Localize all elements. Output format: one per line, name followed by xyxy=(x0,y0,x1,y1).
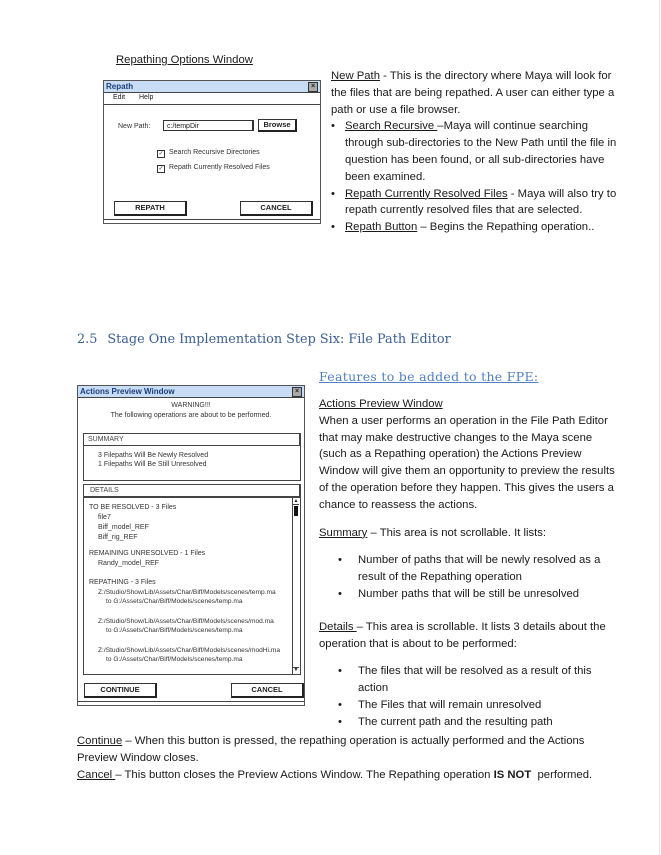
repath-to: to G:/Assets/Char/Biff/Models/scenes/temp.ma xyxy=(106,656,243,663)
cancel-tail: performed. xyxy=(531,768,593,781)
list-item xyxy=(331,186,621,220)
apw-text: When a user performs an operation in the File Path Editor that may make destructive changes to the Maya scene (such as a Repathing operation) the Actions Preview Window will give them an opportunity to preview the results of the operation before they happen. This gives the users a chance to reassess the actions. xyxy=(319,414,615,511)
menu-help[interactable]: Help xyxy=(139,94,154,101)
repath-from: Z:/Studio/Show/Lib/Assets/Char/Biff/Models/scenes/temp.ma xyxy=(98,589,276,596)
new-path-input[interactable]: c:/tempDir xyxy=(163,120,254,131)
menu-edit[interactable]: Edit xyxy=(113,94,126,101)
summary-description xyxy=(319,525,619,542)
bullet-text: – Begins the Repathing operation.. xyxy=(417,221,595,234)
repath-resolved-checkbox[interactable] xyxy=(157,164,270,173)
repathing-header: REPATHING - 3 Files xyxy=(89,579,156,586)
repath-caption: Repathing Options Window xyxy=(116,54,253,66)
window-bottom-rule xyxy=(78,701,304,702)
continue-text: – When this button is pressed, the repathing operation is actually performed and the Actions Preview Window closes. xyxy=(77,735,585,764)
details-text: – This area is scrollable. It lists 3 details about the operation that is about to be performed: xyxy=(319,620,606,650)
repath-window xyxy=(103,80,321,224)
preview-description xyxy=(319,396,619,731)
repath-from: Z:/Studio/Show/Lib/Assets/Char/Biff/Models/scenes/mod.ma xyxy=(98,618,274,625)
details-description xyxy=(319,619,619,653)
new-path-text: - This is the directory where Maya will look for the files that are being repathed. A user can either type a path or use a file browser. xyxy=(331,70,615,116)
bullet-term: Repath Currently Resolved Files xyxy=(345,187,508,200)
resolved-file: file7 xyxy=(98,514,111,521)
cancel-text: – This button closes the Preview Actions Window. The Repathing operation xyxy=(115,768,494,781)
resolved-file: Biff_model_REF xyxy=(98,524,149,531)
unresolved-file: Randy_model_REF xyxy=(98,560,160,567)
repath-button[interactable]: REPATH xyxy=(114,201,187,216)
repath-menubar xyxy=(104,92,320,105)
features-heading: Features to be added to the FPE: xyxy=(319,369,539,384)
list-item: • Number paths that will be still be unresolved xyxy=(319,586,619,603)
summary-line: 1 Filepaths Will Be Still Unresolved xyxy=(98,461,207,468)
actions-preview-window xyxy=(77,385,305,706)
bullet-text: –Maya will continue searching through sub-directories to the New Path until the file in question has been found, or all sub-directories have been examined. xyxy=(345,120,617,183)
search-recursive-checkbox[interactable] xyxy=(157,149,260,158)
summary-panel xyxy=(83,445,301,481)
to-be-resolved-header: TO BE RESOLVED - 3 Files xyxy=(89,504,177,511)
summary-term: Summary xyxy=(319,526,368,539)
warning-subtext: The following operations are about to be performed. xyxy=(110,412,272,419)
list-item xyxy=(331,219,621,236)
list-item: • Number of paths that will be newly resolved as a result of the Repathing operation xyxy=(319,552,619,586)
new-path-label: New Path: xyxy=(118,123,151,130)
details-label: DETAILS xyxy=(90,487,119,494)
preview-window-title: Actions Preview Window xyxy=(80,387,175,396)
scroll-up-arrow-icon[interactable]: ▲ xyxy=(293,498,299,504)
list-item: • The files that will be resolved as a result of this action xyxy=(319,663,619,697)
resolved-file: Biff_rig_REF xyxy=(98,534,138,541)
list-item: • The current path and the resulting path xyxy=(319,714,619,731)
summary-list xyxy=(319,552,619,602)
preview-cancel-button[interactable]: CANCEL xyxy=(231,683,304,698)
cancel-emphasis: IS NOT xyxy=(493,768,532,781)
summary-label: SUMMARY xyxy=(88,436,124,443)
repath-from: Z:/Studio/Show/Lib/Assets/Char/Biff/Models/scenes/modHi.ma xyxy=(98,647,281,654)
bullet-text: - Maya will also try to repath currently resolved files that are selected. xyxy=(345,187,617,217)
repath-description xyxy=(331,68,621,236)
repath-window-title: Repath xyxy=(106,82,134,91)
repath-to: to G:/Assets/Char/Biff/Models/scenes/temp.ma xyxy=(106,598,243,605)
details-header xyxy=(83,484,301,497)
new-path-description xyxy=(331,68,621,118)
cancel-description xyxy=(77,767,627,784)
page-edge xyxy=(659,0,660,855)
scroll-down-arrow-icon[interactable]: ▼ xyxy=(293,667,299,673)
checkbox-checked-icon: ✓ xyxy=(158,166,164,172)
close-icon[interactable]: × xyxy=(292,387,302,397)
section-heading xyxy=(77,332,451,347)
summary-line: 3 Filepaths Will Be Newly Resolved xyxy=(98,452,209,459)
list-item: • The Files that will remain unresolved xyxy=(319,697,619,714)
bullet-term: Repath Button xyxy=(345,221,418,234)
browse-button[interactable]: Browse xyxy=(258,119,297,132)
repath-cancel-button[interactable]: CANCEL xyxy=(240,201,313,216)
close-icon[interactable]: × xyxy=(308,82,318,92)
summary-text: – This area is not scrollable. It lists: xyxy=(367,526,547,539)
repath-resolved-label: Repath Currently Resolved Files xyxy=(169,164,270,171)
details-list xyxy=(319,663,619,730)
continue-description xyxy=(77,733,627,767)
search-recursive-label: Search Recursive Directories xyxy=(169,149,260,156)
continue-button[interactable]: CONTINUE xyxy=(84,683,157,698)
apw-title: Actions Preview Window xyxy=(319,398,443,410)
details-term: Details xyxy=(319,620,357,633)
warning-text: WARNING!!! xyxy=(171,402,211,409)
details-scrollbar[interactable] xyxy=(292,498,300,674)
list-item xyxy=(331,118,621,185)
repath-to: to G:/Assets/Char/Biff/Models/scenes/temp.ma xyxy=(106,627,243,634)
bullet-term: Search Recursive xyxy=(345,120,438,133)
new-path-term: New Path xyxy=(331,70,380,82)
checkbox-checked-icon: ✓ xyxy=(158,151,164,157)
section-number: 2.5 xyxy=(77,332,98,347)
remaining-header: REMAINING UNRESOLVED - 1 Files xyxy=(89,550,206,557)
details-panel[interactable] xyxy=(83,497,301,675)
continue-term: Continue xyxy=(77,735,123,747)
window-bottom-rule xyxy=(104,219,320,220)
scrollbar-thumb[interactable] xyxy=(294,506,298,516)
section-title: Stage One Implementation Step Six: File Path Editor xyxy=(107,332,451,347)
footer-description xyxy=(77,733,627,783)
repath-option-list xyxy=(331,118,621,236)
preview-window-titlebar xyxy=(78,386,304,398)
cancel-term: Cancel xyxy=(77,768,116,781)
